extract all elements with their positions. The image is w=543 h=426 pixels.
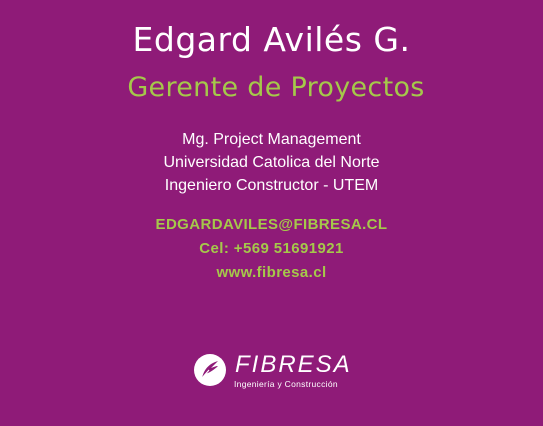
logo-tagline: Ingeniería y Construcción: [234, 379, 338, 389]
email-link[interactable]: EDGARDAVILES@FIBRESA.CL: [155, 216, 388, 233]
person-title: Gerente de Proyectos: [127, 72, 425, 103]
person-name: Edgard Avilés G.: [132, 20, 411, 59]
credentials-list: [0, 128, 543, 197]
phone-number: Cel: +569 51691921: [199, 240, 344, 257]
contact-block: [0, 213, 543, 285]
credential-profession: Ingeniero Constructor - UTEM: [164, 177, 379, 194]
website-link[interactable]: www.fibresa.cl: [216, 264, 327, 281]
feather-logo-icon: [193, 353, 227, 387]
company-logo: [193, 352, 363, 392]
logo-wordmark: FIBRESA: [235, 351, 352, 378]
credential-university: Universidad Catolica del Norte: [163, 154, 380, 171]
credential-degree: Mg. Project Management: [182, 131, 361, 148]
